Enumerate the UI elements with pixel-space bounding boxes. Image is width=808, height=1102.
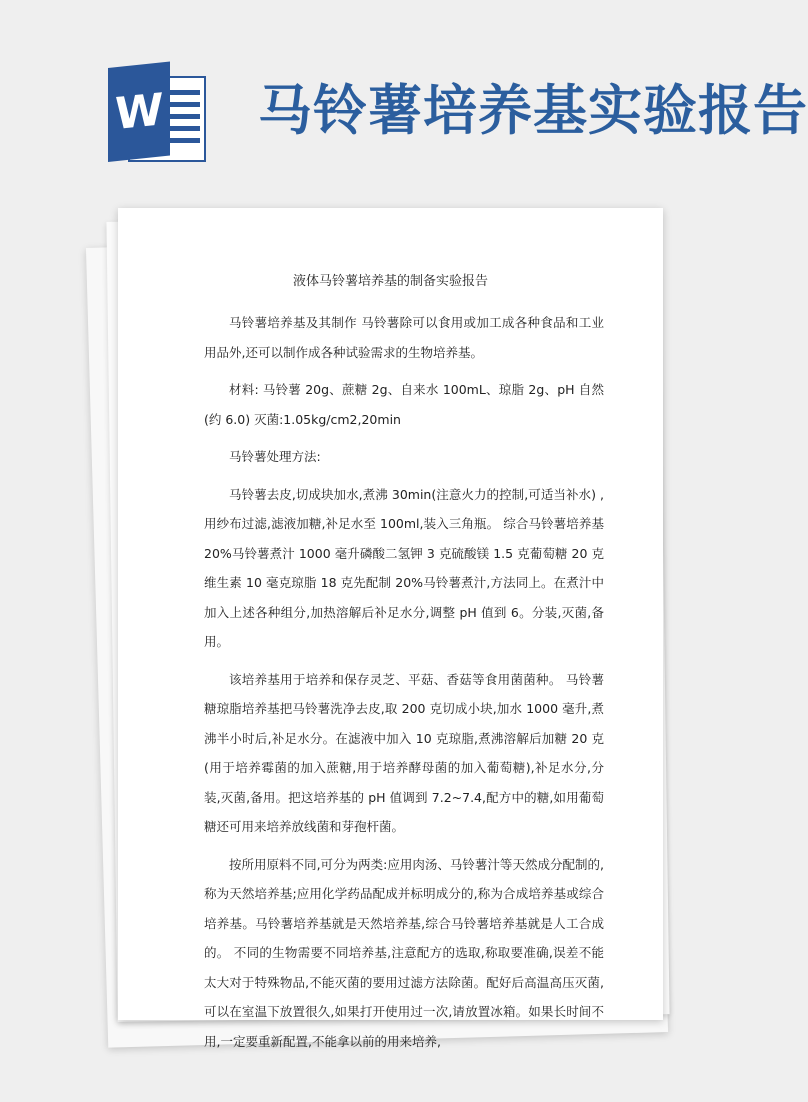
paragraph: 材料: 马铃薯 20g、蔗糖 2g、自来水 100mL、琼脂 2g、pH 自然(约 6.0) 灭菌:1.05kg/cm2,20min (204, 382, 604, 427)
document-title: 液体马铃薯培养基的制备实验报告 (292, 274, 488, 289)
paragraph: 马铃薯去皮,切成块加水,煮沸 30min(注意火力的控制,可适当补水) ,用纱布过滤,滤液加糖,补足水至 100ml,装入三角瓶。 综合马铃薯培养基 20%马铃薯煮汁 1000 毫升磷酸二氢钾 3 克硫酸镁 1.5 克葡萄糖 20 克维生素 10 毫克琼脂 18 克先配制 20%马铃薯煮汁,方法同上。在煮汁中加入上述各种组分,加热溶解后补足水分,调整 pH 值到 6。分装,灭菌,备用。 (204, 486, 604, 649)
paragraph: 该培养基用于培养和保存灵芝、平菇、香菇等食用菌菌种。 马铃薯糖琼脂培养基把马铃薯洗净去皮,取 200 克切成小块,加水 1000 毫升,煮沸半小时后,补足水分。在滤液中加入 10 克琼脂,煮沸溶解后加糖 20 克(用于培养霉菌的加入蔗糖,用于培养酵母菌的加入葡萄糖),补足水分,分装,灭菌,备用。把这培养基的 pH 值调到 7.2~7.4,配方中的糖,如用葡萄糖还可用来培养放线菌和芽孢杆菌。 (204, 671, 604, 834)
document-page (118, 208, 663, 1049)
page-title: 马铃薯培养基实验报告 (258, 78, 808, 142)
paragraph: 马铃薯培养基及其制作 马铃薯除可以食用或加工成各种食品和工业用品外,还可以制作成各种试验需求的生物培养基。 (204, 315, 604, 360)
header (0, 0, 808, 200)
paragraph: 马铃薯处理方法: (229, 449, 321, 464)
document-body (204, 308, 604, 1064)
word-icon (108, 68, 208, 162)
paragraph: 按所用原料不同,可分为两类:应用肉汤、马铃薯汁等天然成分配制的,称为天然培养基;应用化学药品配成并标明成分的,称为合成培养基或综合培养基。马铃薯培养基就是天然培养基,综合马铃薯培养基就是人工合成的。 不同的生物需要不同培养基,注意配方的选取,称取要准确,误差不能太大对于特殊物品,不能灭菌的要用过滤方法除菌。配好后高温高压灭菌,可以在室温下放置很久,如果打开使用过一次,请放置冰箱。如果长时间不用,一定要重新配置,不能拿以前的用来培养, (204, 856, 604, 1049)
word-icon-letter: W (108, 61, 170, 162)
